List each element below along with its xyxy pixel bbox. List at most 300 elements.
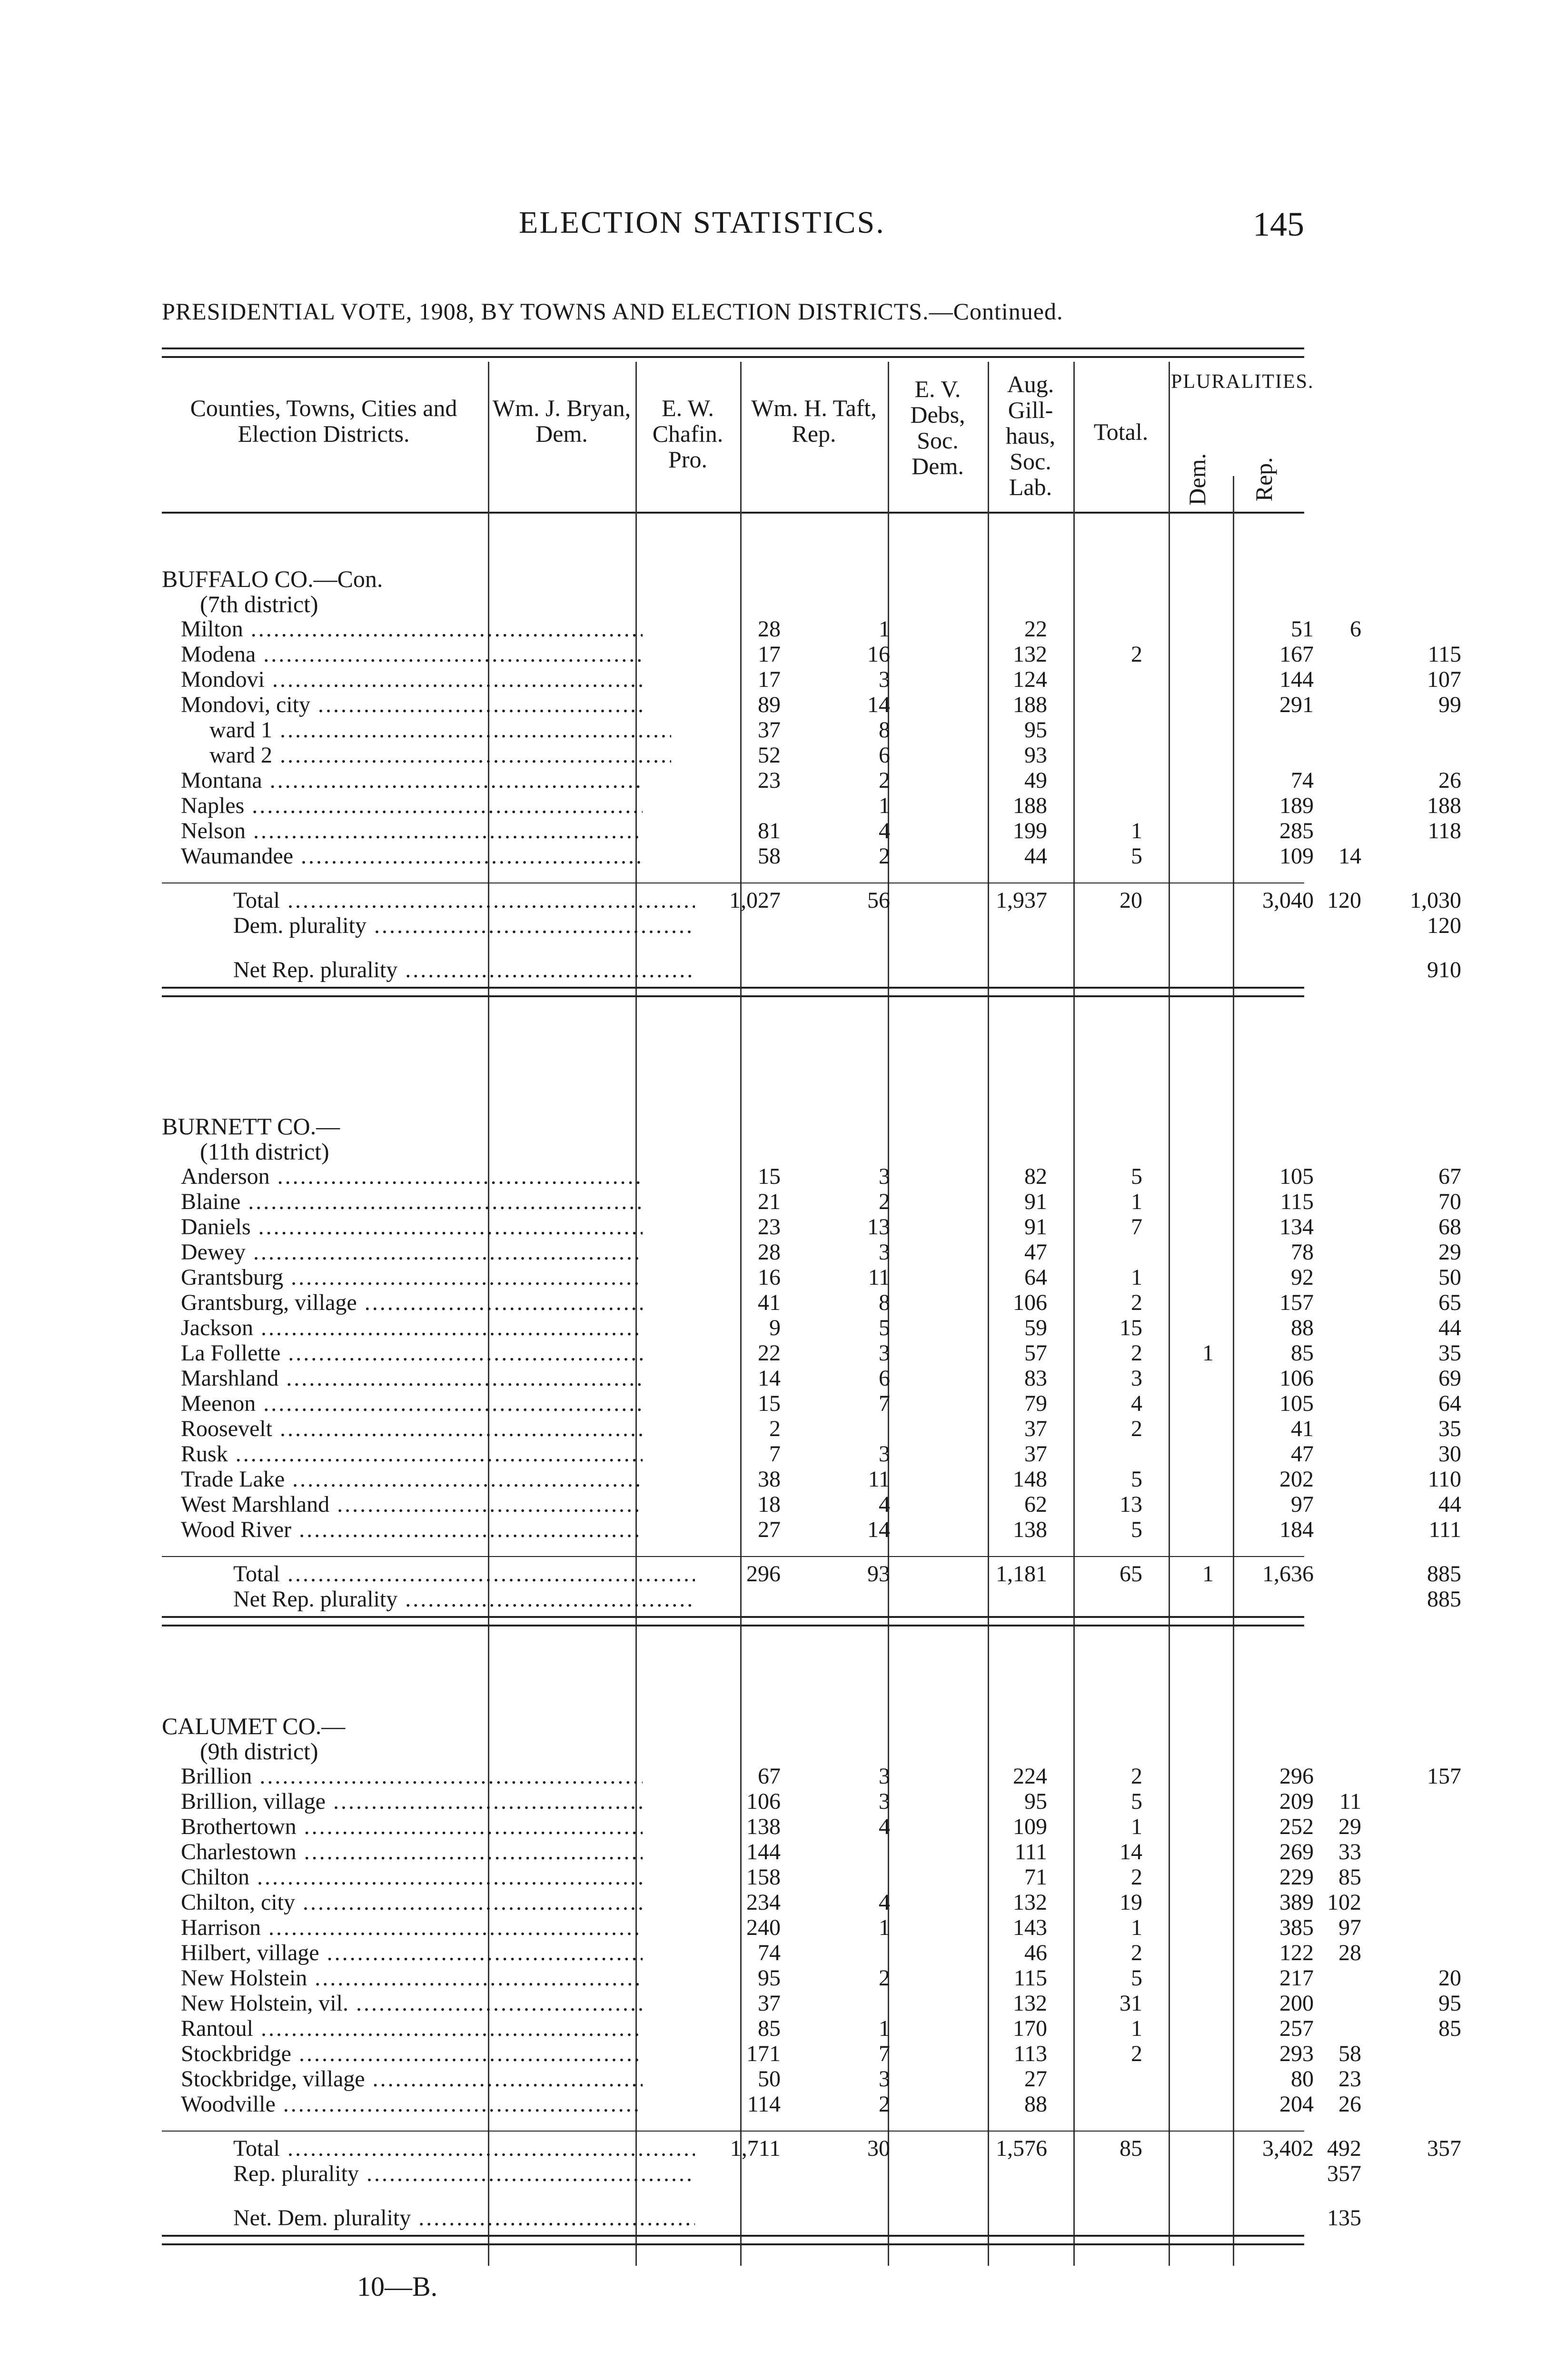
row-label: Naples ..... — [181, 793, 643, 818]
cell-debs: 1 — [1131, 818, 1142, 843]
cell-prep: 99 — [1438, 692, 1461, 717]
cell-chafin: 3 — [879, 2066, 890, 2092]
row-label: Brothertown ..... — [181, 1815, 643, 1839]
cell-taft: 188 — [1013, 692, 1047, 717]
cell-prep: 110 — [1427, 1467, 1461, 1492]
total-row — [162, 957, 1461, 982]
cell-pdem: 135 — [1327, 2205, 1361, 2231]
total-row — [162, 2161, 1361, 2186]
table-row — [162, 1839, 1361, 1864]
cell-bryan: 37 — [758, 717, 781, 743]
col-header-plurality-dem: Dem. — [1184, 453, 1210, 506]
row-label: Total ..... — [233, 888, 695, 913]
cell-bryan: 114 — [747, 2092, 781, 2117]
col-header-total: Total. — [1093, 418, 1149, 445]
cell-total: 252 — [1279, 1814, 1314, 1839]
total-rule — [162, 1556, 1304, 1557]
cell-prep: 68 — [1438, 1214, 1461, 1240]
cell-chafin: 7 — [879, 2041, 890, 2066]
cell-debs: 19 — [1120, 1890, 1142, 1915]
row-label: Total ..... — [233, 2136, 695, 2161]
row-label: Stockbridge, village ..... — [181, 2067, 643, 2092]
cell-total: 200 — [1279, 1991, 1314, 2016]
cell-total: 229 — [1279, 1864, 1314, 1890]
cell-total: 122 — [1279, 1940, 1314, 1965]
row-label: Roosevelt ..... — [181, 1417, 643, 1441]
cell-bryan: 171 — [746, 2041, 781, 2066]
running-title: ELECTION STATISTICS. — [519, 205, 885, 240]
cell-total: 202 — [1279, 1467, 1314, 1492]
cell-debs: 85 — [1120, 2136, 1142, 2161]
cell-bryan: 106 — [746, 1789, 781, 1814]
cell-total: 85 — [1291, 1340, 1314, 1366]
county-heading: CALUMET CO.— — [162, 1713, 346, 1739]
cell-debs: 1 — [1131, 1814, 1142, 1839]
cell-chafin: 5 — [879, 1315, 890, 1340]
cell-prep: 157 — [1427, 1764, 1461, 1789]
cell-prep: 357 — [1427, 2136, 1461, 2161]
cell-bryan: 240 — [746, 1915, 781, 1940]
table-row — [162, 818, 1461, 843]
row-label: ward 2 ..... — [209, 743, 671, 768]
cell-taft: 95 — [1024, 717, 1047, 743]
cell-total: 296 — [1279, 1764, 1314, 1789]
cell-prep: 30 — [1438, 1441, 1461, 1467]
cell-total: 74 — [1291, 768, 1314, 793]
cell-prep: 67 — [1438, 1164, 1461, 1189]
cell-total: 97 — [1291, 1492, 1314, 1517]
cell-debs: 7 — [1131, 1214, 1142, 1240]
cell-prep: 118 — [1427, 818, 1461, 843]
cell-pdem: 97 — [1338, 1915, 1361, 1940]
col-header-bryan: Wm. J. Bryan, Dem. — [492, 395, 631, 447]
cell-bryan: 2 — [769, 1416, 781, 1441]
table-row — [162, 1764, 1461, 1789]
table-row — [162, 1265, 1461, 1290]
cell-bryan: 296 — [746, 1561, 781, 1587]
cell-total: 105 — [1279, 1391, 1314, 1416]
cell-bryan: 234 — [746, 1890, 781, 1915]
district-label: (9th district) — [200, 1738, 318, 1765]
cell-pdem: 85 — [1338, 1864, 1361, 1890]
cell-bryan: 37 — [758, 1991, 781, 2016]
cell-bryan: 74 — [758, 1940, 781, 1965]
district-label: (7th district) — [200, 591, 318, 617]
table-row — [162, 692, 1461, 717]
total-row — [162, 1587, 1461, 1612]
cell-gill: 1 — [1202, 1561, 1214, 1587]
cell-bryan: 58 — [758, 843, 781, 869]
cell-chafin: 30 — [867, 2136, 890, 2161]
section-end-rule — [162, 1616, 1304, 1626]
table-row — [162, 1864, 1361, 1890]
row-label: West Marshland ..... — [181, 1492, 643, 1517]
cell-bryan: 1,711 — [730, 2136, 781, 2161]
cell-bryan: 38 — [758, 1467, 781, 1492]
cell-total: 106 — [1279, 1366, 1314, 1391]
table-row — [162, 1189, 1461, 1214]
cell-taft: 37 — [1024, 1416, 1047, 1441]
cell-total: 88 — [1291, 1315, 1314, 1340]
cell-total: 92 — [1291, 1265, 1314, 1290]
cell-prep: 910 — [1427, 957, 1461, 982]
cell-taft: 57 — [1024, 1340, 1047, 1366]
cell-chafin: 2 — [879, 768, 890, 793]
cell-chafin: 3 — [879, 1764, 890, 1789]
cell-debs: 2 — [1131, 1290, 1142, 1315]
cell-chafin: 3 — [879, 1340, 890, 1366]
table-row — [162, 1366, 1461, 1391]
cell-chafin: 1 — [879, 616, 890, 642]
cell-chafin: 8 — [879, 717, 890, 743]
row-label: New Holstein, vil. ..... — [181, 1991, 643, 2016]
cell-debs: 4 — [1131, 1391, 1142, 1416]
cell-taft: 143 — [1013, 1915, 1047, 1940]
total-rule — [162, 2131, 1304, 2132]
table-row — [162, 1164, 1461, 1189]
cell-taft: 71 — [1024, 1864, 1047, 1890]
cell-bryan: 85 — [758, 2016, 781, 2041]
row-label: Net Rep. plurality ..... — [233, 1587, 695, 1612]
county-heading: BURNETT CO.— — [162, 1113, 340, 1140]
cell-taft: 109 — [1013, 1814, 1047, 1839]
col-header-pluralities: PLURALITIES. — [1171, 371, 1314, 393]
cell-pdem: 102 — [1327, 1890, 1361, 1915]
cell-taft: 91 — [1024, 1189, 1047, 1214]
cell-total: 51 — [1291, 616, 1314, 642]
cell-taft: 199 — [1013, 818, 1047, 843]
col-header-name: Counties, Towns, Cities and Election Districts. — [190, 395, 457, 447]
cell-total: 3,040 — [1262, 888, 1314, 913]
table-row — [162, 1240, 1461, 1265]
row-label: Mondovi ..... — [181, 667, 643, 692]
row-label: Chilton ..... — [181, 1865, 643, 1890]
cell-debs: 31 — [1120, 1991, 1142, 2016]
cell-total: 189 — [1279, 793, 1314, 818]
cell-chafin: 2 — [879, 1965, 890, 1991]
cell-taft: 46 — [1024, 1940, 1047, 1965]
header-bottom-rule — [162, 512, 1304, 514]
cell-chafin: 13 — [867, 1214, 890, 1240]
row-label: Total ..... — [233, 1562, 695, 1587]
cell-debs: 5 — [1131, 1965, 1142, 1991]
cell-chafin: 7 — [879, 1391, 890, 1416]
cell-prep: 35 — [1438, 1340, 1461, 1366]
cell-total: 209 — [1279, 1789, 1314, 1814]
row-label: Nelson ..... — [181, 819, 643, 843]
cell-taft: 1,576 — [996, 2136, 1047, 2161]
cell-bryan: 15 — [758, 1164, 781, 1189]
cell-chafin: 11 — [868, 1467, 890, 1492]
signature-mark: 10—B. — [357, 2271, 438, 2302]
cell-debs: 1 — [1131, 1189, 1142, 1214]
cell-prep: 69 — [1438, 1366, 1461, 1391]
cell-pdem: 6 — [1350, 616, 1361, 642]
cell-total: 293 — [1279, 2041, 1314, 2066]
col-header-debs: E. V. Debs, Soc. Dem. — [910, 376, 965, 479]
cell-total: 80 — [1291, 2066, 1314, 2092]
table-row — [162, 1991, 1461, 2016]
cell-taft: 27 — [1024, 2066, 1047, 2092]
total-row — [162, 888, 1461, 913]
cell-total: 167 — [1279, 642, 1314, 667]
row-label: Net. Dem. plurality ..... — [233, 2206, 695, 2231]
cell-taft: 132 — [1013, 1991, 1047, 2016]
cell-taft: 106 — [1013, 1290, 1047, 1315]
row-label: Woodville ..... — [181, 2092, 643, 2117]
cell-bryan: 67 — [758, 1764, 781, 1789]
cell-taft: 113 — [1013, 2041, 1047, 2066]
cell-prep: 50 — [1438, 1265, 1461, 1290]
cell-chafin: 4 — [879, 818, 890, 843]
table-caption: PRESIDENTIAL VOTE, 1908, BY TOWNS AND ELECTION DISTRICTS.—Continued. — [162, 298, 1063, 325]
cell-pdem: 58 — [1338, 2041, 1361, 2066]
cell-bryan: 18 — [758, 1492, 781, 1517]
cell-taft: 132 — [1013, 642, 1047, 667]
cell-chafin: 14 — [867, 1517, 890, 1542]
table-row — [162, 1214, 1461, 1240]
cell-pdem: 120 — [1327, 888, 1361, 913]
table-row — [162, 1441, 1461, 1467]
cell-debs: 5 — [1131, 843, 1142, 869]
row-label: Waumandee ..... — [181, 844, 643, 869]
cell-taft: 62 — [1024, 1492, 1047, 1517]
cell-chafin: 3 — [879, 1789, 890, 1814]
cell-taft: 132 — [1013, 1890, 1047, 1915]
cell-debs: 13 — [1120, 1492, 1142, 1517]
cell-total: 78 — [1291, 1240, 1314, 1265]
cell-chafin: 3 — [879, 1164, 890, 1189]
total-row — [162, 1561, 1461, 1587]
row-label: Rusk ..... — [181, 1442, 643, 1467]
row-label: La Follette ..... — [181, 1341, 643, 1366]
cell-total: 217 — [1279, 1965, 1314, 1991]
row-label: Stockbridge ..... — [181, 2042, 643, 2066]
cell-taft: 95 — [1024, 1789, 1047, 1814]
cell-chafin: 1 — [879, 793, 890, 818]
row-label: Montana ..... — [181, 768, 643, 793]
row-label: Harrison ..... — [181, 1915, 643, 1940]
cell-pdem: 357 — [1327, 2161, 1361, 2186]
table-row — [162, 1890, 1361, 1915]
cell-taft: 79 — [1024, 1391, 1047, 1416]
cell-taft: 124 — [1013, 667, 1047, 692]
table-row — [162, 1492, 1461, 1517]
cell-taft: 138 — [1013, 1517, 1047, 1542]
table-row — [162, 718, 1304, 743]
table-row — [162, 1915, 1361, 1940]
cell-taft: 37 — [1024, 1441, 1047, 1467]
table-row — [162, 1789, 1361, 1814]
cell-bryan: 16 — [758, 1265, 781, 1290]
cell-chafin: 2 — [879, 1189, 890, 1214]
cell-bryan: 144 — [746, 1839, 781, 1864]
cell-prep: 95 — [1438, 1991, 1461, 2016]
table-row — [162, 1467, 1461, 1492]
table-row — [162, 1340, 1461, 1366]
cell-bryan: 27 — [758, 1517, 781, 1542]
table-row — [162, 2041, 1361, 2066]
cell-total: 105 — [1279, 1164, 1314, 1189]
cell-debs: 2 — [1131, 1864, 1142, 1890]
table-row — [162, 667, 1461, 692]
row-label: Milton ..... — [181, 617, 643, 642]
row-label: Mondovi, city ..... — [181, 693, 643, 717]
page-header — [162, 205, 1304, 248]
table-row — [162, 616, 1361, 642]
cell-prep: 120 — [1427, 913, 1461, 938]
cell-bryan: 81 — [758, 818, 781, 843]
table-row — [162, 1391, 1461, 1416]
cell-total: 291 — [1279, 692, 1314, 717]
section-end-rule — [162, 987, 1304, 997]
table-row — [162, 1965, 1461, 1991]
row-label: Daniels ..... — [181, 1215, 643, 1240]
cell-total: 257 — [1279, 2016, 1314, 2041]
cell-total: 389 — [1279, 1890, 1314, 1915]
cell-taft: 224 — [1013, 1764, 1047, 1789]
cell-bryan: 50 — [758, 2066, 781, 2092]
row-label: Anderson ..... — [181, 1164, 643, 1189]
row-label: Dewey ..... — [181, 1240, 643, 1265]
cell-pdem: 492 — [1327, 2136, 1361, 2161]
row-label: Marshland ..... — [181, 1366, 643, 1391]
row-label: Jackson ..... — [181, 1316, 643, 1340]
cell-debs: 2 — [1131, 2041, 1142, 2066]
table-row — [162, 642, 1461, 667]
cell-debs: 5 — [1131, 1467, 1142, 1492]
col-header-gillhaus: Aug. Gill- haus, Soc. Lab. — [1005, 371, 1056, 500]
table-row — [162, 793, 1461, 818]
cell-bryan: 23 — [758, 768, 781, 793]
cell-prep: 85 — [1438, 2016, 1461, 2041]
page-number: 145 — [1253, 205, 1304, 243]
cell-total: 47 — [1291, 1441, 1314, 1467]
col-header-chafin: E. W. Chafin. Pro. — [652, 395, 723, 473]
cell-taft: 44 — [1024, 843, 1047, 869]
cell-bryan: 23 — [758, 1214, 781, 1240]
cell-debs: 5 — [1131, 1517, 1142, 1542]
cell-chafin: 16 — [867, 642, 890, 667]
cell-prep: 1,030 — [1410, 888, 1461, 913]
cell-chafin: 4 — [879, 1890, 890, 1915]
cell-taft: 1,181 — [996, 1561, 1047, 1587]
cell-total: 269 — [1279, 1839, 1314, 1864]
cell-debs: 2 — [1131, 1340, 1142, 1366]
cell-prep: 115 — [1427, 642, 1461, 667]
district-label: (11th district) — [200, 1138, 329, 1165]
cell-bryan: 1,027 — [729, 888, 781, 913]
cell-bryan: 7 — [769, 1441, 781, 1467]
cell-debs: 1 — [1131, 1265, 1142, 1290]
cell-total: 385 — [1279, 1915, 1314, 1940]
cell-bryan: 41 — [758, 1290, 781, 1315]
table-row — [162, 843, 1361, 869]
table-row — [162, 1416, 1461, 1441]
cell-debs: 5 — [1131, 1789, 1142, 1814]
cell-bryan: 15 — [758, 1391, 781, 1416]
cell-chafin: 1 — [879, 2016, 890, 2041]
row-label: Dem. plurality ..... — [233, 913, 695, 938]
col-header-plurality-rep: Rep. — [1250, 457, 1277, 502]
total-row — [162, 913, 1461, 938]
cell-taft: 88 — [1024, 2092, 1047, 2117]
row-label: Hilbert, village ..... — [181, 1941, 643, 1965]
cell-debs: 1 — [1131, 1915, 1142, 1940]
table-row — [162, 1814, 1361, 1839]
cell-debs: 14 — [1120, 1839, 1142, 1864]
cell-bryan: 28 — [758, 1240, 781, 1265]
cell-chafin: 4 — [879, 1814, 890, 1839]
cell-taft: 47 — [1024, 1240, 1047, 1265]
row-label: Charlestown ..... — [181, 1840, 643, 1864]
cell-pdem: 14 — [1338, 843, 1361, 869]
table-row — [162, 2092, 1361, 2117]
cell-chafin: 3 — [879, 1240, 890, 1265]
cell-prep: 111 — [1428, 1517, 1461, 1542]
row-label: Grantsburg, village ..... — [181, 1290, 643, 1315]
cell-total: 1,636 — [1262, 1561, 1314, 1587]
cell-total: 3,402 — [1262, 2136, 1314, 2161]
cell-bryan: 9 — [769, 1315, 781, 1340]
cell-chafin: 11 — [868, 1265, 890, 1290]
cell-prep: 65 — [1438, 1290, 1461, 1315]
cell-debs: 2 — [1131, 1764, 1142, 1789]
cell-chafin: 8 — [879, 1290, 890, 1315]
cell-taft: 115 — [1013, 1965, 1047, 1991]
cell-chafin: 3 — [879, 1441, 890, 1467]
cell-prep: 35 — [1438, 1416, 1461, 1441]
cell-chafin: 4 — [879, 1492, 890, 1517]
cell-pdem: 28 — [1338, 1940, 1361, 1965]
cell-chafin: 2 — [879, 2092, 890, 2117]
cell-taft: 49 — [1024, 768, 1047, 793]
cell-debs: 2 — [1131, 642, 1142, 667]
cell-chafin: 2 — [879, 843, 890, 869]
table-row — [162, 1290, 1461, 1315]
table-row — [162, 1315, 1461, 1340]
cell-taft: 170 — [1013, 2016, 1047, 2041]
cell-pdem: 23 — [1338, 2066, 1361, 2092]
cell-bryan: 21 — [758, 1189, 781, 1214]
cell-chafin: 1 — [879, 1915, 890, 1940]
cell-total: 157 — [1279, 1290, 1314, 1315]
row-label: Rep. plurality ..... — [233, 2162, 695, 2186]
cell-taft: 59 — [1024, 1315, 1047, 1340]
cell-total: 184 — [1279, 1517, 1314, 1542]
row-label: New Holstein ..... — [181, 1966, 643, 1991]
cell-debs: 5 — [1131, 1164, 1142, 1189]
table-row — [162, 743, 1304, 768]
cell-pdem: 11 — [1339, 1789, 1361, 1814]
cell-chafin: 6 — [879, 743, 890, 768]
row-label: Chilton, city ..... — [181, 1890, 643, 1915]
cell-prep: 44 — [1438, 1315, 1461, 1340]
cell-taft: 1,937 — [996, 888, 1047, 913]
cell-chafin: 3 — [879, 667, 890, 692]
table-row — [162, 2016, 1461, 2041]
cell-prep: 44 — [1438, 1492, 1461, 1517]
cell-bryan: 17 — [758, 667, 781, 692]
cell-debs: 3 — [1131, 1366, 1142, 1391]
row-label: Modena ..... — [181, 642, 643, 667]
cell-taft: 22 — [1024, 616, 1047, 642]
cell-total: 204 — [1279, 2092, 1314, 2117]
cell-chafin: 6 — [879, 1366, 890, 1391]
total-row — [162, 2136, 1461, 2161]
cell-total: 115 — [1280, 1189, 1314, 1214]
cell-bryan: 22 — [758, 1340, 781, 1366]
